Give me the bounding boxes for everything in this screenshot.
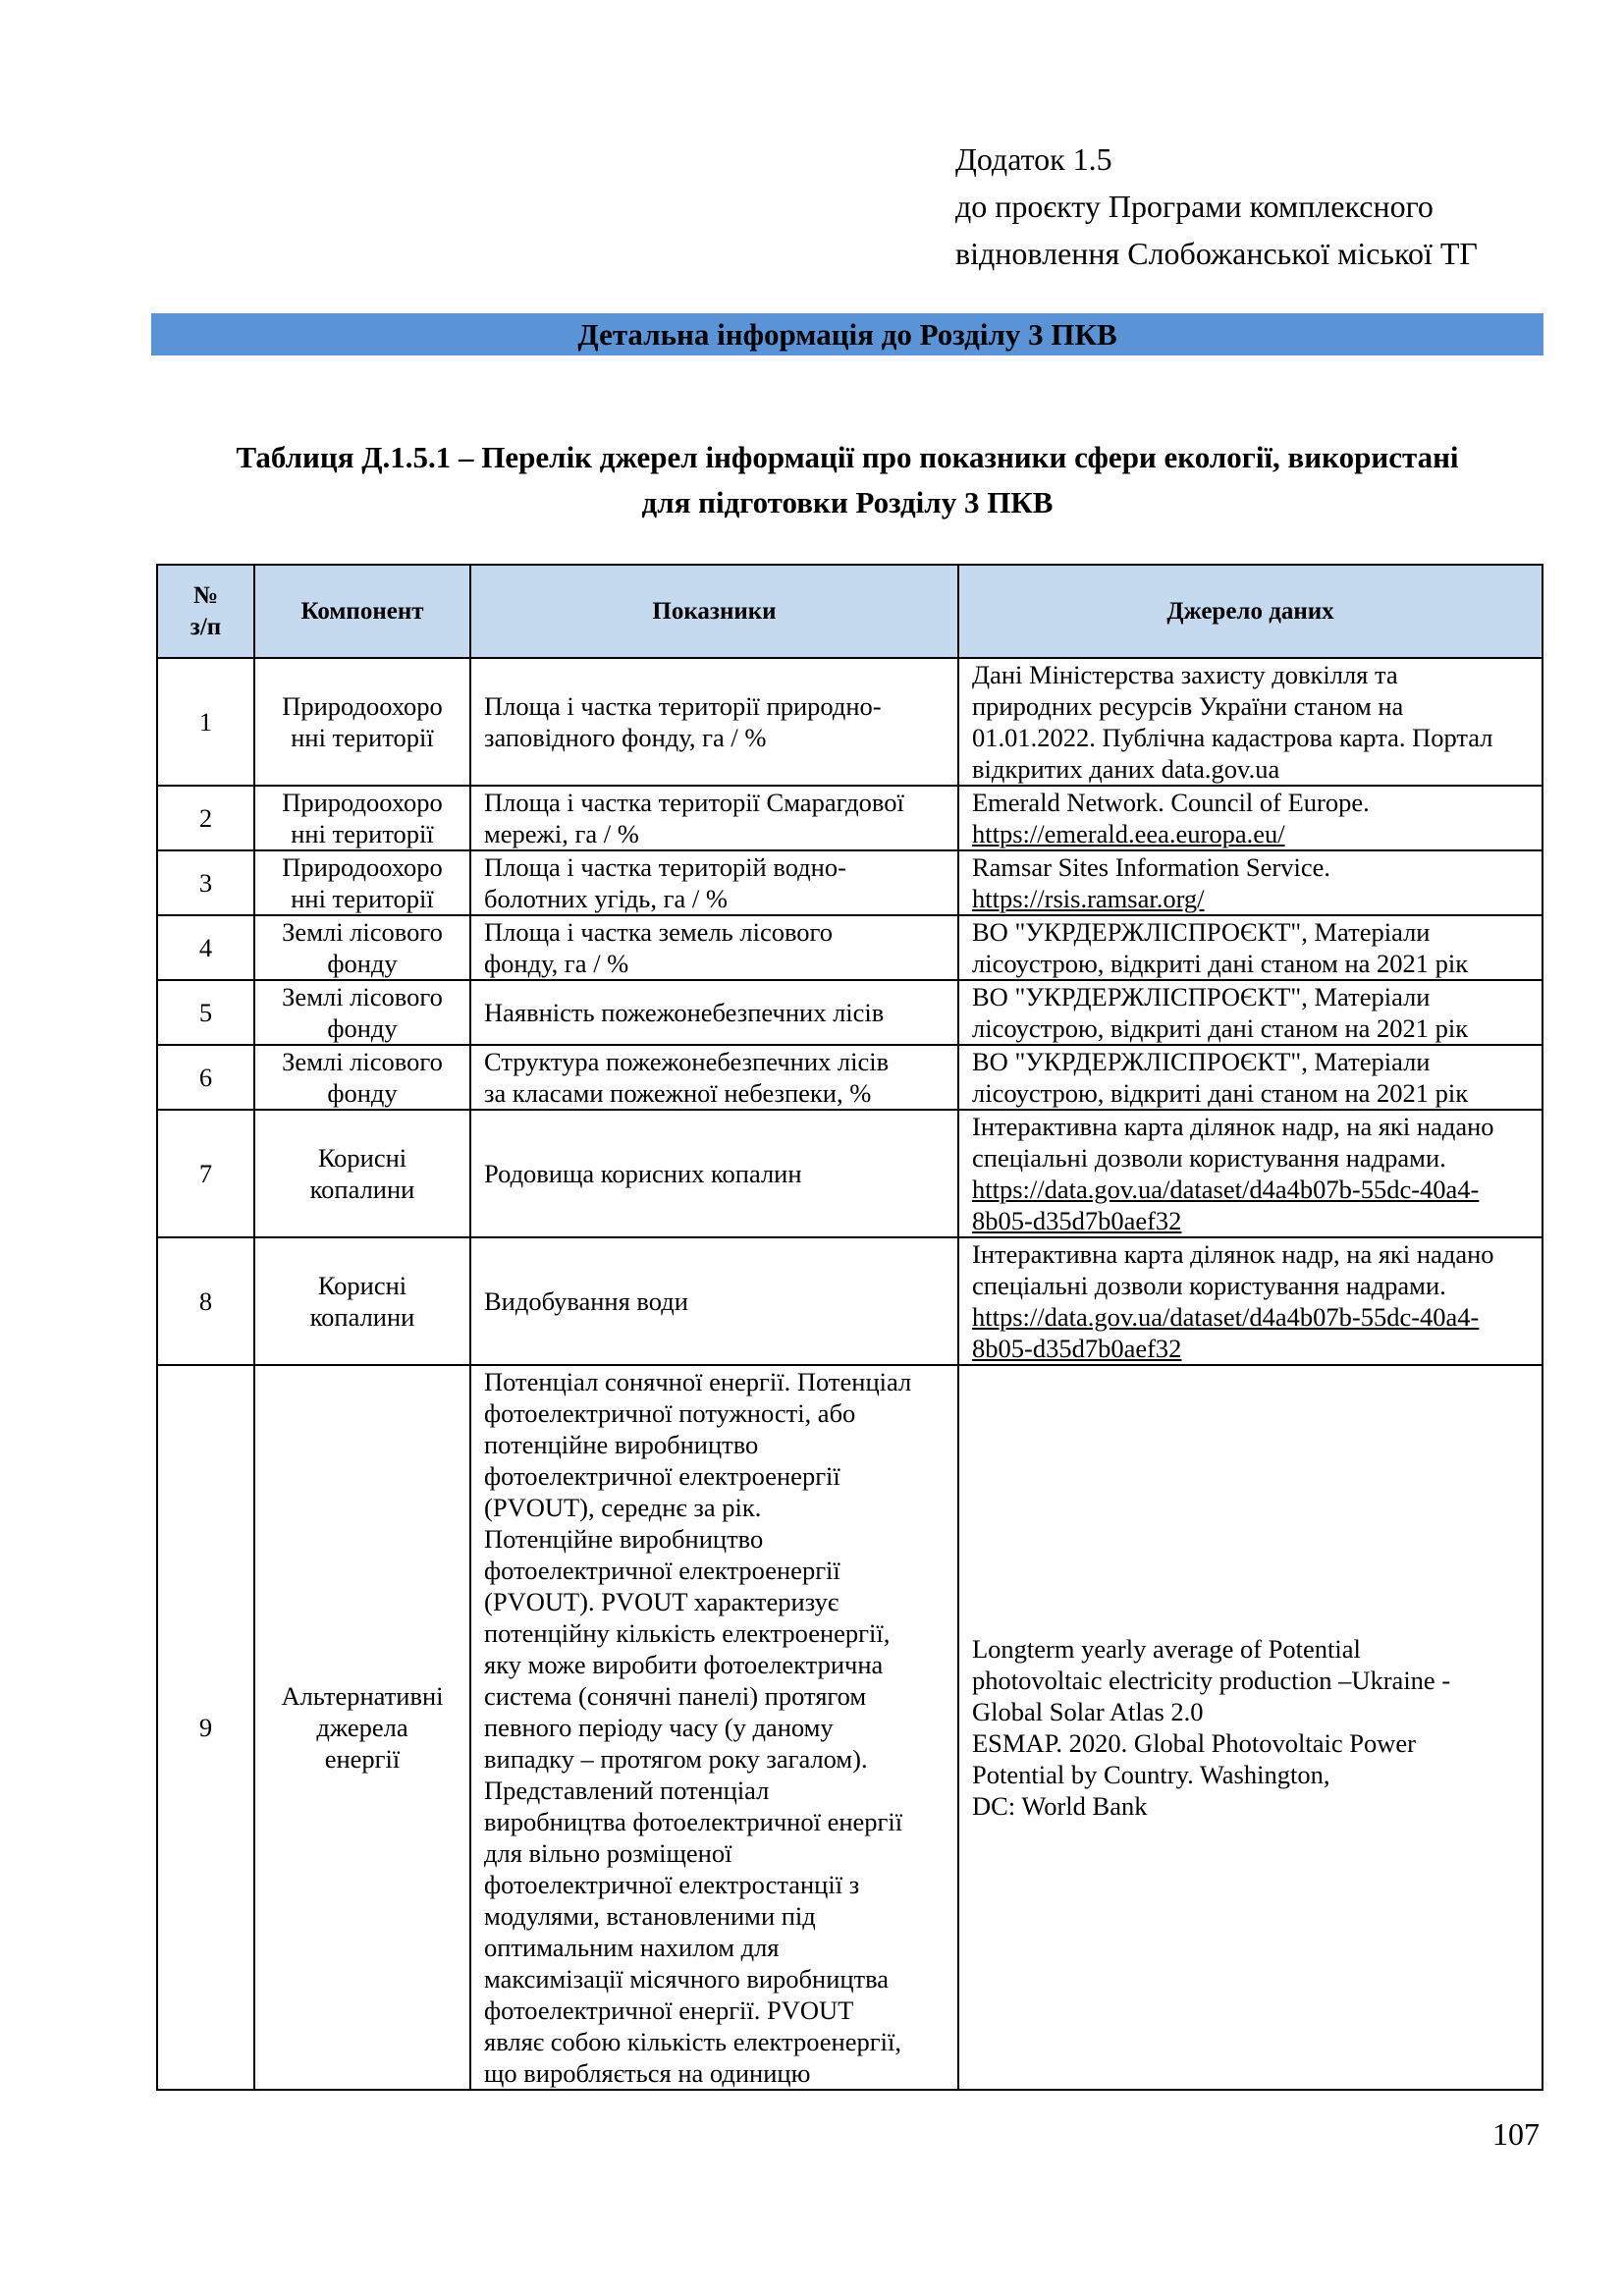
- row-component-line: Землі лісового: [282, 982, 443, 1011]
- row-indicators-line: Площа і частка територій водно-: [484, 852, 846, 882]
- header-number-abbr: з/п: [189, 613, 222, 640]
- row-number: 3: [157, 850, 254, 915]
- row-component: [254, 1045, 470, 1110]
- table-row: [157, 1365, 1543, 2090]
- table-row: [157, 980, 1543, 1045]
- row-indicators-line: Представлений потенціал: [484, 1776, 770, 1805]
- section-banner-text: Детальна інформація до Розділу 3 ПКВ: [577, 316, 1117, 352]
- source-link[interactable]: https://data.gov.ua/dataset/d4a4b07b-55dc-40a4-: [972, 1302, 1480, 1332]
- row-indicators: [470, 1110, 958, 1237]
- row-indicators: [470, 850, 958, 915]
- table-title: [151, 435, 1543, 525]
- row-component-line: Землі лісового: [282, 1047, 443, 1076]
- row-source-line: відкритих даних data.gov.ua: [972, 754, 1280, 784]
- table-row: [157, 658, 1543, 786]
- row-indicators-line: болотних угідь, га / %: [484, 884, 728, 913]
- row-component-line: Природоохоро: [282, 691, 443, 721]
- row-indicators-line: модулями, встановленими під: [484, 1901, 816, 1931]
- row-indicators-line: Родовища корисних копалин: [484, 1159, 802, 1188]
- row-source: [958, 1365, 1543, 2090]
- row-source-line: Інтерактивна карта ділянок надр, на які надано: [972, 1112, 1494, 1141]
- row-indicators: [470, 980, 958, 1045]
- row-source-line: Інтерактивна карта ділянок надр, на які надано: [972, 1239, 1494, 1269]
- row-indicators-line: Площа і частка земель лісового: [484, 917, 834, 947]
- table-title-line-2: для підготовки Розділу 3 ПКВ: [641, 485, 1054, 519]
- row-indicators: [470, 915, 958, 980]
- row-component-line: джерела: [316, 1713, 408, 1742]
- table-title-line-1: Таблиця Д.1.5.1 – Перелік джерел інформації про показники сфери екології, використані: [236, 440, 1459, 474]
- row-indicators-line: випадку – протягом року загалом).: [484, 1744, 868, 1774]
- row-component-line: Альтернативні: [281, 1681, 444, 1711]
- row-source-line: Emerald Network. Council of Europe.: [972, 788, 1370, 817]
- appendix-reference: [955, 136, 1478, 277]
- row-indicators-line: (PVOUT), середнє за рік.: [484, 1493, 762, 1522]
- row-source-line: DC: World Bank: [972, 1791, 1148, 1821]
- row-indicators-line: Потенційне виробництво: [484, 1524, 764, 1554]
- row-component: [254, 915, 470, 980]
- appendix-line-3: відновлення Слобожанської міської ТГ: [955, 236, 1478, 271]
- row-indicators-line: Потенціал сонячної енергії. Потенціал: [484, 1367, 912, 1396]
- table-row: [157, 850, 1543, 915]
- row-component-line: нні території: [291, 819, 434, 848]
- row-source-line: спеціальні дозволи користування надрами.: [972, 1271, 1446, 1300]
- row-number: 1: [157, 658, 254, 786]
- row-indicators-line: Структура пожежонебезпечних лісів: [484, 1047, 890, 1076]
- row-source-line: лісоустрою, відкриті дані станом на 2021 рік: [972, 1078, 1469, 1108]
- source-link[interactable]: https://emerald.eea.europa.eu/: [972, 819, 1285, 848]
- row-source: [958, 786, 1543, 850]
- row-number: 7: [157, 1110, 254, 1237]
- table-row: [157, 1110, 1543, 1237]
- row-source-line: спеціальні дозволи користування надрами.: [972, 1143, 1446, 1173]
- row-indicators-line: що виробляється на одиницю: [484, 2058, 811, 2088]
- row-source-line: природних ресурсів України станом на: [972, 691, 1404, 721]
- row-indicators-line: максимізації місячного виробництва: [484, 1964, 890, 1994]
- row-indicators: [470, 1237, 958, 1365]
- row-indicators-line: фотоелектричної енергії. PVOUT: [484, 1995, 854, 2025]
- section-banner: [151, 313, 1543, 355]
- row-indicators-line: мережі, га / %: [484, 819, 639, 848]
- row-component: [254, 658, 470, 786]
- row-indicators-line: оптимальним нахилом для: [484, 1933, 780, 1962]
- header-component: Компонент: [254, 565, 470, 658]
- row-source-line: лісоустрою, відкриті дані станом на 2021 рік: [972, 1013, 1469, 1043]
- row-source-line: ВО "УКРДЕРЖЛІСПРОЄКТ", Матеріали: [972, 917, 1431, 947]
- row-indicators-line: Площа і частка території Смарагдової: [484, 788, 904, 817]
- table-header-row: [157, 565, 1543, 658]
- row-source: [958, 850, 1543, 915]
- row-source-line: photovoltaic electricity production –Ukraine -: [972, 1666, 1451, 1695]
- row-indicators-line: певного періоду часу (у даному: [484, 1713, 834, 1742]
- page-number: 107: [1492, 2116, 1540, 2152]
- row-indicators-line: фотоелектричної потужності, або: [484, 1398, 856, 1428]
- row-source-line: лісоустрою, відкриті дані станом на 2021 рік: [972, 949, 1469, 978]
- row-source: [958, 658, 1543, 786]
- row-source: [958, 1110, 1543, 1237]
- row-indicators-line: потенційне виробництво: [484, 1430, 759, 1459]
- row-number: 4: [157, 915, 254, 980]
- row-number: 6: [157, 1045, 254, 1110]
- row-source-line: Дані Міністерства захисту довкілля та: [972, 660, 1398, 689]
- row-indicators-line: фотоелектричної електроенергії: [484, 1461, 840, 1491]
- row-component-line: нні території: [291, 723, 434, 752]
- row-component: [254, 980, 470, 1045]
- table-row: [157, 915, 1543, 980]
- row-component-line: копалини: [309, 1175, 415, 1204]
- table-body: [157, 658, 1543, 2090]
- row-indicators-line: Наявність пожежонебезпечних лісів: [484, 998, 885, 1027]
- row-indicators-line: фотоелектричної електростанції з: [484, 1870, 860, 1899]
- row-component-line: копалини: [309, 1302, 415, 1332]
- header-number-symbol: №: [192, 581, 219, 609]
- row-indicators-line: для вільно розміщеної: [484, 1838, 732, 1868]
- row-number: 2: [157, 786, 254, 850]
- row-indicators-line: система (сонячні панелі) протягом: [484, 1681, 867, 1711]
- row-indicators-line: Видобування води: [484, 1286, 688, 1316]
- row-indicators-line: являє собою кількість електроенергії,: [484, 2027, 901, 2056]
- header-number: [157, 565, 254, 658]
- row-indicators-line: виробництва фотоелектричної енергії: [484, 1807, 903, 1836]
- row-source-line: Longterm yearly average of Potential: [972, 1634, 1361, 1664]
- row-number: 8: [157, 1237, 254, 1365]
- row-source: [958, 980, 1543, 1045]
- row-component-line: фонду: [327, 1013, 398, 1043]
- row-number: 9: [157, 1365, 254, 2090]
- row-component: [254, 850, 470, 915]
- table-row: [157, 1045, 1543, 1110]
- row-component-line: Природоохоро: [282, 788, 443, 817]
- row-indicators: [470, 786, 958, 850]
- row-source: [958, 1045, 1543, 1110]
- source-link[interactable]: https://data.gov.ua/dataset/d4a4b07b-55dc-40a4-: [972, 1175, 1480, 1204]
- row-source-line: ESMAP. 2020. Global Photovoltaic Power: [972, 1728, 1416, 1758]
- row-component: [254, 1110, 470, 1237]
- row-component-line: Корисні: [317, 1143, 407, 1173]
- row-indicators-line: фотоелектричної електроенергії: [484, 1556, 840, 1585]
- header-indicators: Показники: [470, 565, 958, 658]
- row-indicators-line: потенційну кількість електроенергії,: [484, 1618, 891, 1648]
- row-component-line: Землі лісового: [282, 917, 443, 947]
- row-source-line: Ramsar Sites Information Service.: [972, 852, 1331, 882]
- row-indicators: [470, 1365, 958, 2090]
- row-source-line: ВО "УКРДЕРЖЛІСПРОЄКТ", Матеріали: [972, 1047, 1431, 1076]
- row-source: [958, 1237, 1543, 1365]
- row-indicators-line: фонду, га / %: [484, 949, 629, 978]
- source-link[interactable]: 8b05-d35d7b0aef32: [972, 1334, 1182, 1363]
- row-component: [254, 1237, 470, 1365]
- sources-table: [156, 564, 1543, 2091]
- row-indicators-line: заповідного фонду, га / %: [484, 723, 767, 752]
- row-component-line: фонду: [327, 949, 398, 978]
- row-component-line: енергії: [324, 1744, 401, 1774]
- appendix-line-2: до проєкту Програми комплексного: [955, 189, 1434, 224]
- row-component: [254, 786, 470, 850]
- row-component-line: фонду: [327, 1078, 398, 1108]
- row-indicators-line: Площа і частка території природно-: [484, 691, 882, 721]
- row-indicators: [470, 1045, 958, 1110]
- appendix-line-1: Додаток 1.5: [955, 141, 1112, 177]
- row-number: 5: [157, 980, 254, 1045]
- row-indicators-line: яку може виробити фотоелектрична: [484, 1650, 884, 1679]
- row-component-line: Корисні: [317, 1271, 407, 1300]
- row-source-line: 01.01.2022. Публічна кадастрова карта. Портал: [972, 723, 1493, 752]
- source-link[interactable]: 8b05-d35d7b0aef32: [972, 1206, 1182, 1235]
- source-link[interactable]: https://rsis.ramsar.org/: [972, 884, 1205, 913]
- row-component-line: нні території: [291, 884, 434, 913]
- table-row: [157, 786, 1543, 850]
- row-source-line: Global Solar Atlas 2.0: [972, 1697, 1204, 1726]
- row-indicators: [470, 658, 958, 786]
- row-indicators-line: за класами пожежної небезпеки, %: [484, 1078, 872, 1108]
- row-component: [254, 1365, 470, 2090]
- row-indicators-line: (PVOUT). PVOUT характеризує: [484, 1587, 839, 1616]
- row-source: [958, 915, 1543, 980]
- row-source-line: ВО "УКРДЕРЖЛІСПРОЄКТ", Матеріали: [972, 982, 1431, 1011]
- row-component-line: Природоохоро: [282, 852, 443, 882]
- table-row: [157, 1237, 1543, 1365]
- header-source: Джерело даних: [958, 565, 1543, 658]
- row-source-line: Potential by Country. Washington,: [972, 1760, 1330, 1789]
